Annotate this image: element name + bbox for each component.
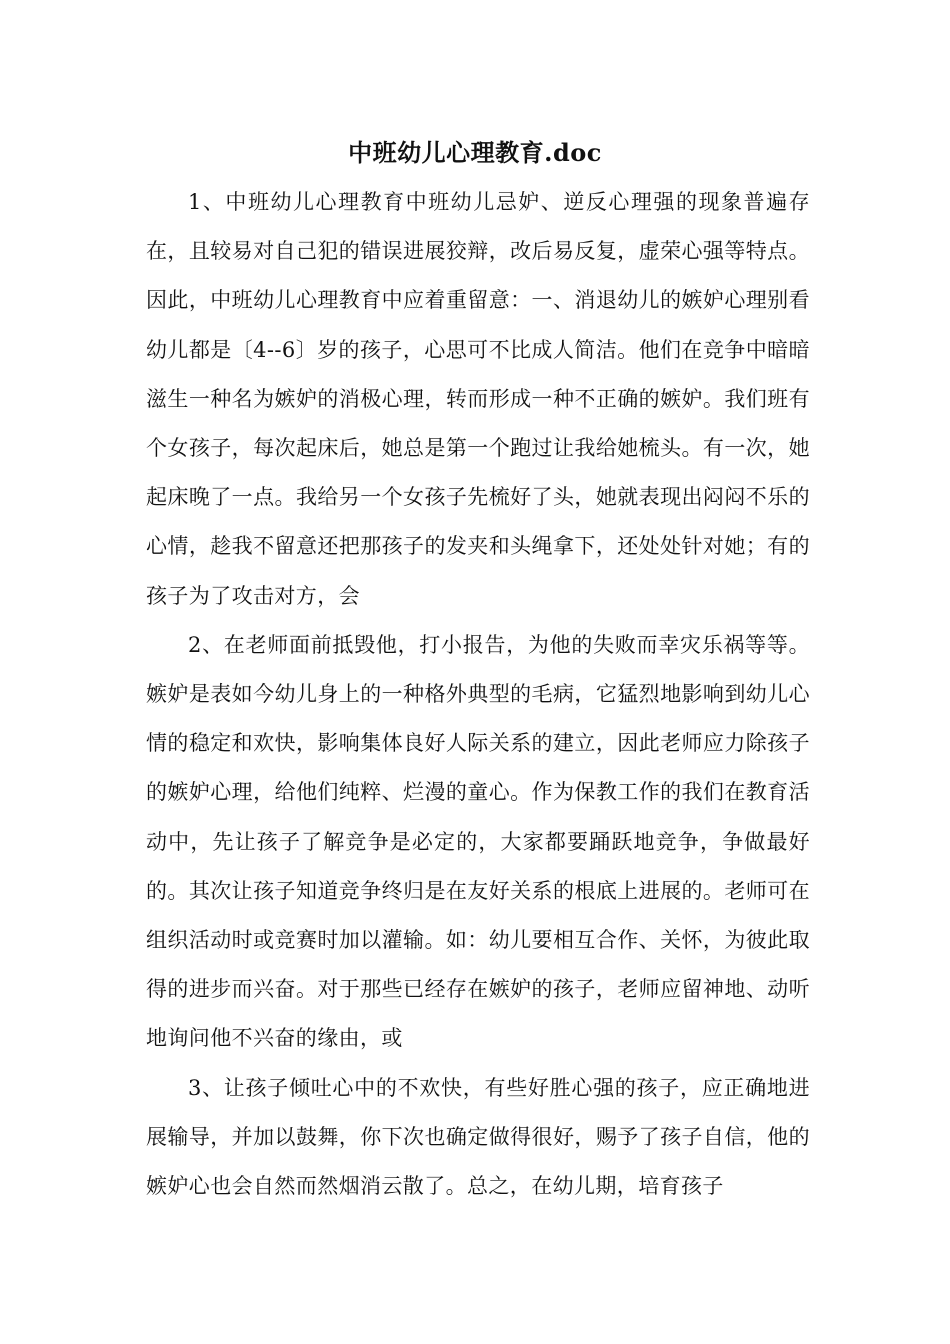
paragraph-1: 1、中班幼儿心理教育中班幼儿忌妒、逆反心理强的现象普遍存在，且较易对自己犯的错误进展狡辩，改后易反复，虚荣心强等特点。因此，中班幼儿心理教育中应着重留意：一、消退幼儿的嫉妒心理别看幼儿都是〔4--6〕岁的孩子，心思可不比成人简洁。他们在竞争中暗暗滋生一种名为嫉妒的消极心理，转而形成一种不正确的嫉妒。我们班有个女孩子，每次起床后，她总是第一个跑过让我给她梳头。有一次，她起床晚了一点。我给另一个女孩子先梳好了头，她就表现出闷闷不乐的心情，趁我不留意还把那孩子的发夹和头绳拿下，还处处针对她；有的孩子为了攻击对方，会 <box>146 190 810 608</box>
paragraph-2: 2、在老师面前抵毁他，打小报告，为他的失败而幸灾乐祸等等。嫉妒是表如今幼儿身上的一种格外典型的毛病，它猛烈地影响到幼儿心情的稳定和欢快，影响集体良好人际关系的建立，因此老师应力除孩子的嫉妒心理，给他们纯粹、烂漫的童心。作为保教工作的我们在教育活动中，先让孩子了解竞争是必定的，大家都要踊跃地竞争，争做最好的。其次让孩子知道竞争终归是在友好关系的根底上进展的。老师可在组织活动时或竞赛时加以灌输。如：幼儿要相互合作、关怀，为彼此取得的进步而兴奋。对于那些已经存在嫉妒的孩子，老师应留神地、动听地询问他不兴奋的缘由，或 <box>146 632 810 1051</box>
document-body <box>146 178 810 1211</box>
document-title: 中班幼儿心理教育.doc <box>348 138 602 167</box>
paragraph-3: 3、让孩子倾吐心中的不欢快，有些好胜心强的孩子，应正确地进展输导，并加以鼓舞，你下次也确定做得很好，赐予了孩子自信，他的嫉妒心也会自然而然烟消云散了。总之，在幼儿期，培育孩子 <box>146 1075 810 1199</box>
